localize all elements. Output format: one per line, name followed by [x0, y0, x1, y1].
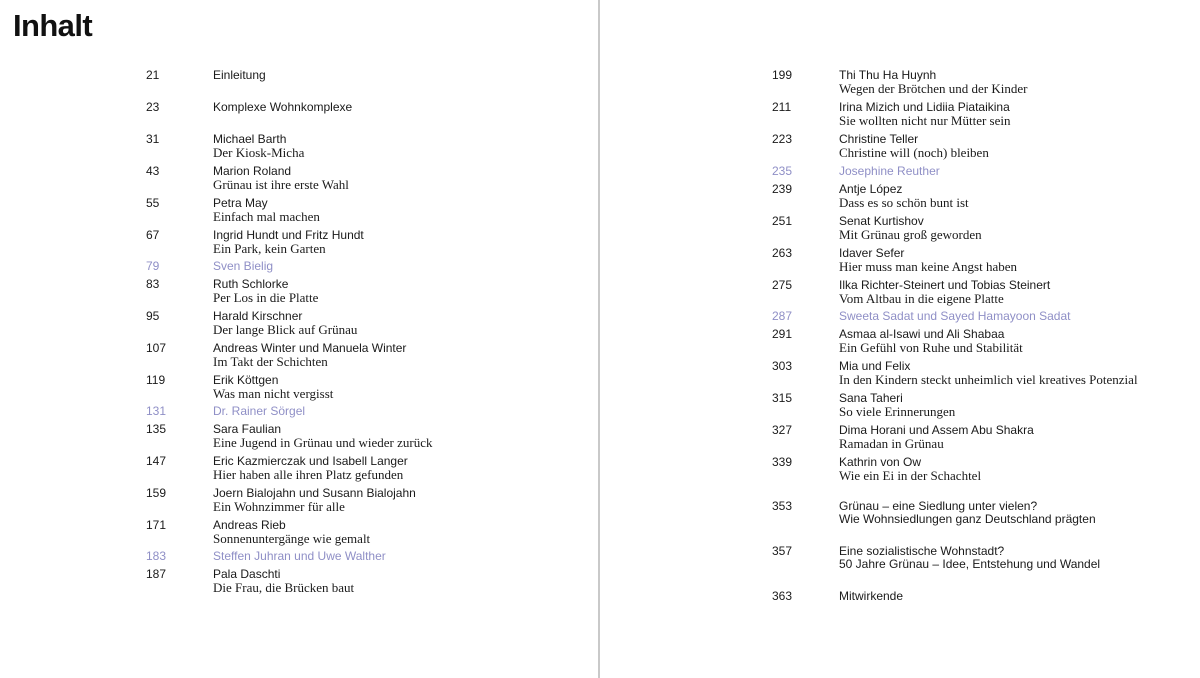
page-number: 239	[772, 182, 793, 196]
page-number: 211	[772, 100, 792, 114]
page-number: 353	[772, 499, 793, 513]
entry-heading: Christine Teller	[839, 132, 919, 146]
entry-heading: Grünau – eine Siedlung unter vielen?	[839, 499, 1038, 513]
page-number: 83	[146, 277, 160, 291]
entry-heading: Ilka Richter-Steinert und Tobias Steinert	[839, 278, 1051, 292]
entry-heading-line2: 50 Jahre Grünau – Idee, Entstehung und Wandel	[839, 557, 1101, 571]
page-number: 21	[146, 68, 160, 82]
entry-heading: Andreas Rieb	[213, 518, 286, 532]
entry-heading: Sweeta Sadat und Sayed Hamayoon Sadat	[839, 309, 1071, 323]
entry-subtitle: Die Frau, die Brücken baut	[213, 580, 355, 595]
entry-heading: Sara Faulian	[213, 422, 282, 436]
page-number: 275	[772, 278, 793, 292]
entry-heading: Steffen Juhran und Uwe Walther	[213, 549, 386, 563]
page-number: 159	[146, 486, 167, 500]
entry-heading: Eric Kazmierczak und Isabell Langer	[213, 454, 408, 468]
page-divider	[598, 0, 600, 678]
entry-heading: Michael Barth	[213, 132, 287, 146]
page-number: 291	[772, 327, 793, 341]
entry-heading: Pala Daschti	[213, 567, 281, 581]
entry-subtitle: Ein Park, kein Garten	[213, 241, 326, 256]
page-number: 135	[146, 422, 167, 436]
page-number: 107	[146, 341, 167, 355]
page-number: 363	[772, 589, 793, 603]
entry-heading: Dr. Rainer Sörgel	[213, 404, 306, 418]
page-number: 263	[772, 246, 793, 260]
entry-heading: Mitwirkende	[839, 589, 904, 603]
entry-subtitle: Ein Wohnzimmer für alle	[213, 499, 345, 514]
entry-heading: Ruth Schlorke	[213, 277, 289, 291]
entry-heading: Asmaa al-Isawi und Ali Shabaa	[839, 327, 1005, 341]
entry-subtitle: Grünau ist ihre erste Wahl	[213, 177, 349, 192]
entry-subtitle: Per Los in die Platte	[213, 290, 319, 305]
entry-subtitle: Ramadan in Grünau	[839, 436, 944, 451]
entry-subtitle: Eine Jugend in Grünau und wieder zurück	[213, 435, 433, 450]
entry-heading: Senat Kurtishov	[839, 214, 924, 228]
entry-heading: Einleitung	[213, 68, 266, 82]
entry-heading: Marion Roland	[213, 164, 292, 178]
page-number: 147	[146, 454, 167, 468]
page-number: 303	[772, 359, 793, 373]
entry-subtitle: Vom Altbau in die eigene Platte	[839, 291, 1004, 306]
entry-heading: Josephine Reuther	[839, 164, 940, 178]
entry-subtitle: Sie wollten nicht nur Mütter sein	[839, 113, 1011, 128]
page-number: 357	[772, 544, 793, 558]
entry-heading-line2: Wie Wohnsiedlungen ganz Deutschland prägten	[839, 512, 1096, 526]
entry-heading: Sana Taheri	[839, 391, 903, 405]
page-number: 95	[146, 309, 160, 323]
page-number: 287	[772, 309, 793, 323]
entry-heading: Harald Kirschner	[213, 309, 303, 323]
entry-subtitle: Ein Gefühl von Ruhe und Stabilität	[839, 340, 1023, 355]
page-number: 223	[772, 132, 793, 146]
entry-subtitle: Der Kiosk-Micha	[213, 145, 305, 160]
page-number: 327	[772, 423, 793, 437]
entry-subtitle: Im Takt der Schichten	[213, 354, 328, 369]
entry-heading: Idaver Sefer	[839, 246, 905, 260]
entry-subtitle: Mit Grünau groß geworden	[839, 227, 982, 242]
entry-subtitle: Hier muss man keine Angst haben	[839, 259, 1017, 274]
page-number: 171	[146, 518, 167, 532]
page-number: 339	[772, 455, 793, 469]
page-number: 79	[146, 259, 160, 273]
entry-subtitle: Wie ein Ei in der Schachtel	[839, 468, 982, 483]
entry-heading: Petra May	[213, 196, 268, 210]
entry-heading: Kathrin von Ow	[839, 455, 922, 469]
entry-subtitle: So viele Erinnerungen	[839, 404, 956, 419]
entry-heading: Ingrid Hundt und Fritz Hundt	[213, 228, 364, 242]
entry-subtitle: Einfach mal machen	[213, 209, 320, 224]
page-number: 187	[146, 567, 167, 581]
entry-subtitle: Der lange Blick auf Grünau	[213, 322, 358, 337]
page-number: 183	[146, 549, 167, 563]
entry-heading: Eine sozialistische Wohnstadt?	[839, 544, 1005, 558]
entry-heading: Sven Bielig	[213, 259, 274, 273]
entry-heading: Komplexe Wohnkomplexe	[213, 100, 353, 114]
page-number: 23	[146, 100, 160, 114]
entry-heading: Andreas Winter und Manuela Winter	[213, 341, 407, 355]
page-number: 55	[146, 196, 160, 210]
entry-subtitle: Sonnenuntergänge wie gemalt	[213, 531, 371, 546]
entry-subtitle: Wegen der Brötchen und der Kinder	[839, 81, 1028, 96]
page-number: 199	[772, 68, 793, 82]
entry-heading: Antje López	[839, 182, 903, 196]
entry-subtitle: In den Kindern steckt unheimlich viel kreatives Potenzial	[839, 372, 1138, 387]
page-number: 119	[146, 373, 166, 387]
entry-subtitle: Was man nicht vergisst	[213, 386, 334, 401]
entry-subtitle: Hier haben alle ihren Platz gefunden	[213, 467, 404, 482]
entry-heading: Erik Köttgen	[213, 373, 279, 387]
page-number: 315	[772, 391, 793, 405]
page-title: Inhalt	[13, 8, 93, 43]
entry-heading: Irina Mizich und Lidiia Piataikina	[839, 100, 1010, 114]
page-number: 235	[772, 164, 793, 178]
entry-subtitle: Dass es so schön bunt ist	[839, 195, 969, 210]
page-number: 67	[146, 228, 160, 242]
entry-heading: Joern Bialojahn und Susann Bialojahn	[213, 486, 416, 500]
page-number: 31	[146, 132, 160, 146]
entry-heading: Dima Horani und Assem Abu Shakra	[839, 423, 1034, 437]
entry-heading: Mia und Felix	[839, 359, 911, 373]
entry-subtitle: Christine will (noch) bleiben	[839, 145, 989, 160]
page-number: 131	[146, 404, 167, 418]
page-number: 251	[772, 214, 793, 228]
entry-heading: Thi Thu Ha Huynh	[839, 68, 937, 82]
page-number: 43	[146, 164, 160, 178]
